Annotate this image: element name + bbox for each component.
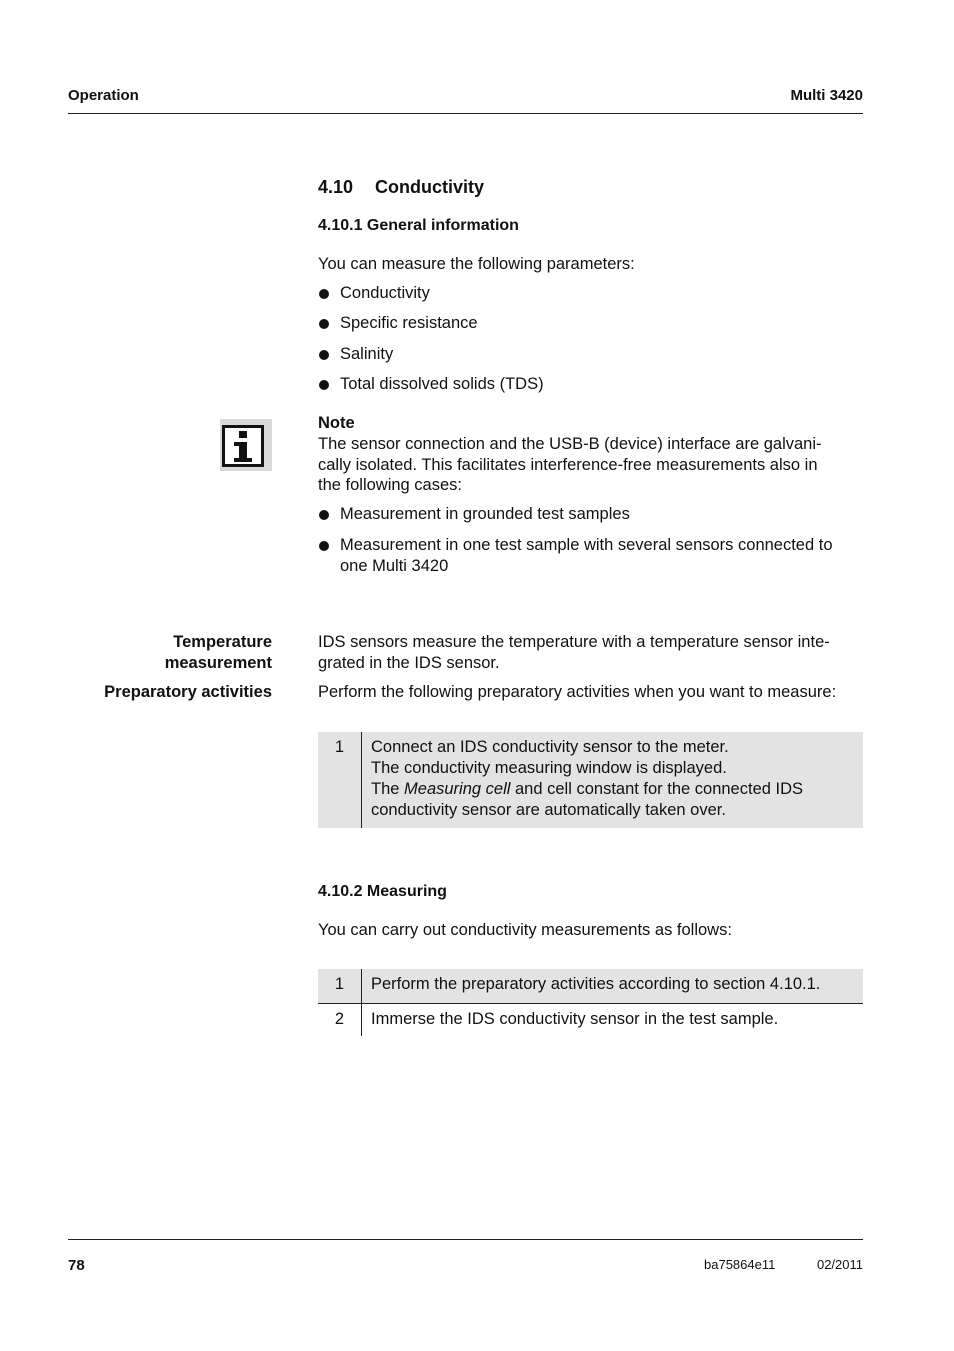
header-section-label: Operation xyxy=(68,87,139,104)
note-title: Note xyxy=(318,414,355,432)
step-number: 1 xyxy=(334,975,345,993)
subsection-measuring-title: 4.10.2 Measuring xyxy=(318,883,447,900)
step-divider xyxy=(361,969,362,1003)
bullet-icon xyxy=(319,541,329,551)
step-number: 1 xyxy=(334,738,345,756)
document-date: 02/2011 xyxy=(816,1257,863,1272)
preparatory-text: Perform the following preparatory activities when you want to measure: xyxy=(318,683,837,701)
list-item-continuation: one Multi 3420 xyxy=(340,557,449,575)
info-icon xyxy=(220,419,272,471)
footer-rule xyxy=(68,1239,863,1240)
step-divider xyxy=(361,732,362,828)
bullet-icon xyxy=(319,510,329,520)
step-text: Immerse the IDS conductivity sensor in the test sample. xyxy=(371,1010,779,1028)
temperature-label-line2: measurement xyxy=(164,654,272,672)
section-title: Conductivity xyxy=(375,177,485,197)
preparatory-label: Preparatory activities xyxy=(104,683,272,701)
bullet-icon xyxy=(319,289,329,299)
temperature-text-line2: grated in the IDS sensor. xyxy=(318,654,500,672)
header-product-name: Multi 3420 xyxy=(790,87,863,104)
table-row xyxy=(318,1004,863,1036)
intro-text: You can measure the following parameters: xyxy=(318,255,635,273)
step-number: 2 xyxy=(334,1010,345,1028)
subsection-general-title: 4.10.1 General information xyxy=(318,217,519,234)
page-number: 78 xyxy=(68,1257,85,1274)
temperature-label: Temperature xyxy=(173,633,272,651)
step-text: Connect an IDS conductivity sensor to the meter. The conductivity measuring window is displayed. The Measuring cell and cell constant for the connected IDS conductivity sensor are automatically taken over. xyxy=(371,738,804,819)
bullet-icon xyxy=(319,380,329,390)
step-text: Perform the preparatory activities according to section 4.10.1. xyxy=(371,975,821,993)
note-line: cally isolated. This facilitates interference-free measurements also in xyxy=(318,456,818,474)
note-line: the following cases: xyxy=(318,476,462,494)
table-row xyxy=(318,732,863,828)
step-divider xyxy=(361,1004,362,1036)
temperature-text: IDS sensors measure the temperature with a temperature sensor inte- xyxy=(318,633,830,651)
table-row xyxy=(318,969,863,1004)
document-id: ba75864e11 xyxy=(704,1257,776,1272)
bullet-icon xyxy=(319,319,329,329)
measuring-steps-table xyxy=(318,969,863,1036)
section-number: 4.10 xyxy=(318,177,354,197)
preparatory-steps-table xyxy=(318,732,863,828)
note-line: The sensor connection and the USB-B (device) interface are galvani- xyxy=(318,435,822,453)
measuring-intro: You can carry out conductivity measurements as follows: xyxy=(318,921,732,939)
header-rule xyxy=(68,113,863,114)
bullet-icon xyxy=(319,350,329,360)
